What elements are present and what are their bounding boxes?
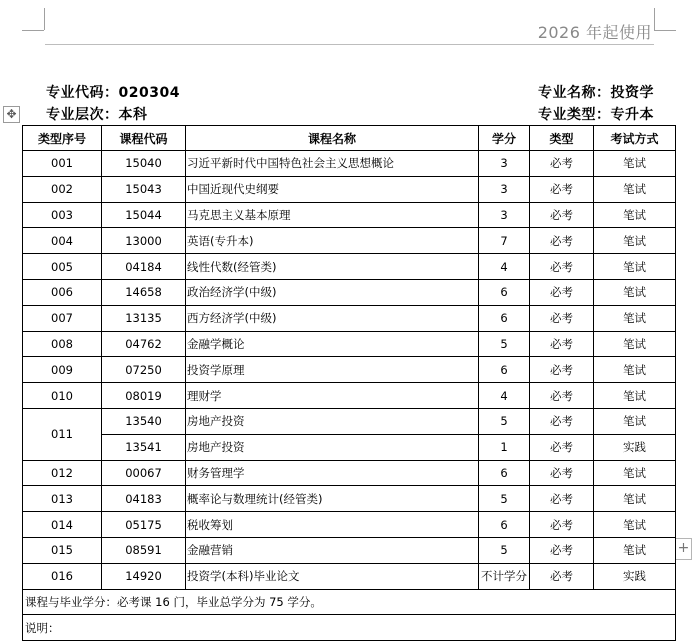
cell-exam: 笔试 (594, 176, 676, 202)
cell-code: 13541 (102, 434, 186, 460)
cell-credit: 6 (479, 357, 530, 383)
cell-credit: 6 (479, 305, 530, 331)
table-row (23, 151, 676, 177)
crop-mark-top-right-h (654, 30, 676, 31)
cell-code: 08019 (102, 383, 186, 409)
cell-seq: 010 (23, 383, 102, 409)
table-footer-row (23, 589, 676, 615)
cell-name: 概率论与数理统计(经管类) (186, 486, 479, 512)
cell-name: 金融学概论 (186, 331, 479, 357)
cell-exam: 笔试 (594, 486, 676, 512)
cell-type: 必考 (530, 202, 594, 228)
major-name-line (538, 82, 654, 102)
cell-credit: 6 (479, 279, 530, 305)
cell-credit: 5 (479, 408, 530, 434)
cell-name: 房地产投资 (186, 434, 479, 460)
cell-exam: 笔试 (594, 228, 676, 254)
cell-type: 必考 (530, 383, 594, 409)
cell-code: 04184 (102, 254, 186, 280)
crop-mark-top-right-v (654, 8, 655, 30)
cell-credit: 5 (479, 537, 530, 563)
cell-seq: 005 (23, 254, 102, 280)
cell-code: 15040 (102, 151, 186, 177)
header-rule (45, 44, 654, 45)
cell-type: 必考 (530, 279, 594, 305)
major-level-line (46, 104, 148, 124)
cell-type: 必考 (530, 228, 594, 254)
cell-type: 必考 (530, 460, 594, 486)
cell-type: 必考 (530, 408, 594, 434)
cell-exam: 笔试 (594, 305, 676, 331)
header-credit: 学分 (479, 126, 530, 151)
table-row (23, 512, 676, 538)
cell-code: 13000 (102, 228, 186, 254)
cell-code: 04762 (102, 331, 186, 357)
cell-code: 05175 (102, 512, 186, 538)
crop-mark-top-left-h (22, 30, 44, 31)
major-code-label: 专业代码： (46, 85, 119, 101)
header-code: 课程代码 (102, 126, 186, 151)
cell-exam: 笔试 (594, 357, 676, 383)
cell-name: 英语(专升本) (186, 228, 479, 254)
cell-type: 必考 (530, 486, 594, 512)
note-label: 说明： (23, 615, 676, 641)
table-row (23, 563, 676, 589)
cell-credit: 4 (479, 383, 530, 409)
cell-type: 必考 (530, 305, 594, 331)
cell-type: 必考 (530, 331, 594, 357)
table-row (23, 434, 676, 460)
cell-code: 00067 (102, 460, 186, 486)
cell-credit: 不计学分 (479, 563, 530, 589)
major-name-value: 投资学 (610, 85, 654, 101)
cell-code: 07250 (102, 357, 186, 383)
credits-summary: 课程与毕业学分：必考课 16 门，毕业总学分为 75 学分。 (23, 589, 676, 615)
cell-exam: 笔试 (594, 383, 676, 409)
cell-code: 13135 (102, 305, 186, 331)
cell-type: 必考 (530, 563, 594, 589)
cell-name: 税收筹划 (186, 512, 479, 538)
major-name-label: 专业名称： (538, 85, 611, 101)
cell-credit: 3 (479, 176, 530, 202)
header-note: 2026 年起使用 (537, 23, 652, 42)
table-row (23, 408, 676, 434)
header-exam: 考试方式 (594, 126, 676, 151)
table-header-row (23, 126, 676, 151)
cell-exam: 笔试 (594, 537, 676, 563)
cell-credit: 4 (479, 254, 530, 280)
table-row (23, 331, 676, 357)
major-code-value: 020304 (118, 85, 180, 101)
major-level-label: 专业层次： (46, 107, 119, 123)
cell-type: 必考 (530, 151, 594, 177)
table-row (23, 254, 676, 280)
cell-seq: 009 (23, 357, 102, 383)
cell-seq: 004 (23, 228, 102, 254)
cell-credit: 5 (479, 331, 530, 357)
cell-type: 必考 (530, 434, 594, 460)
cell-exam: 笔试 (594, 331, 676, 357)
add-column-icon[interactable]: + (675, 538, 692, 560)
table-row (23, 228, 676, 254)
cell-exam: 笔试 (594, 408, 676, 434)
cell-type: 必考 (530, 512, 594, 538)
cell-exam: 笔试 (594, 254, 676, 280)
table-row (23, 357, 676, 383)
major-type-label: 专业类型： (538, 107, 611, 123)
cell-exam: 笔试 (594, 279, 676, 305)
table-row (23, 486, 676, 512)
cell-type: 必考 (530, 176, 594, 202)
cell-seq: 015 (23, 537, 102, 563)
cell-seq: 013 (23, 486, 102, 512)
table-row (23, 279, 676, 305)
cell-seq: 007 (23, 305, 102, 331)
cell-credit: 3 (479, 202, 530, 228)
cell-seq: 001 (23, 151, 102, 177)
cell-credit: 1 (479, 434, 530, 460)
cell-exam: 实践 (594, 563, 676, 589)
cell-name: 财务管理学 (186, 460, 479, 486)
table-row (23, 176, 676, 202)
major-type-line (538, 104, 654, 124)
cell-seq: 014 (23, 512, 102, 538)
table-move-handle-icon[interactable]: ✥ (3, 106, 20, 123)
cell-code: 04183 (102, 486, 186, 512)
cell-credit: 6 (479, 512, 530, 538)
cell-credit: 6 (479, 460, 530, 486)
cell-code: 15044 (102, 202, 186, 228)
header-seq: 类型序号 (23, 126, 102, 151)
cell-name: 投资学(本科)毕业论文 (186, 563, 479, 589)
cell-seq: 012 (23, 460, 102, 486)
cell-seq: 011 (23, 408, 102, 460)
cell-code: 08591 (102, 537, 186, 563)
table-row (23, 460, 676, 486)
cell-name: 理财学 (186, 383, 479, 409)
cell-name: 马克思主义基本原理 (186, 202, 479, 228)
cell-name: 政治经济学(中级) (186, 279, 479, 305)
table-row (23, 383, 676, 409)
major-code-line (46, 82, 180, 102)
cell-name: 金融营销 (186, 537, 479, 563)
cell-exam: 笔试 (594, 512, 676, 538)
major-level-value: 本科 (118, 107, 148, 123)
cell-code: 15043 (102, 176, 186, 202)
cell-seq: 003 (23, 202, 102, 228)
cell-type: 必考 (530, 537, 594, 563)
cell-code: 13540 (102, 408, 186, 434)
header-name: 课程名称 (186, 126, 479, 151)
cell-name: 线性代数(经管类) (186, 254, 479, 280)
cell-code: 14920 (102, 563, 186, 589)
table-row (23, 202, 676, 228)
cell-type: 必考 (530, 357, 594, 383)
cell-credit: 3 (479, 151, 530, 177)
cell-seq: 002 (23, 176, 102, 202)
cell-exam: 实践 (594, 434, 676, 460)
cell-name: 习近平新时代中国特色社会主义思想概论 (186, 151, 479, 177)
cell-credit: 5 (479, 486, 530, 512)
course-table (22, 125, 676, 641)
table-note-row (23, 615, 676, 641)
cell-name: 房地产投资 (186, 408, 479, 434)
cell-exam: 笔试 (594, 151, 676, 177)
cell-seq: 016 (23, 563, 102, 589)
cell-type: 必考 (530, 254, 594, 280)
major-type-value: 专升本 (610, 107, 654, 123)
crop-mark-top-left-v (44, 8, 45, 30)
cell-name: 西方经济学(中级) (186, 305, 479, 331)
table-row (23, 537, 676, 563)
table-row (23, 305, 676, 331)
cell-seq: 006 (23, 279, 102, 305)
cell-code: 14658 (102, 279, 186, 305)
cell-credit: 7 (479, 228, 530, 254)
cell-seq: 008 (23, 331, 102, 357)
cell-name: 中国近现代史纲要 (186, 176, 479, 202)
cell-exam: 笔试 (594, 202, 676, 228)
cell-name: 投资学原理 (186, 357, 479, 383)
header-type: 类型 (530, 126, 594, 151)
cell-exam: 笔试 (594, 460, 676, 486)
